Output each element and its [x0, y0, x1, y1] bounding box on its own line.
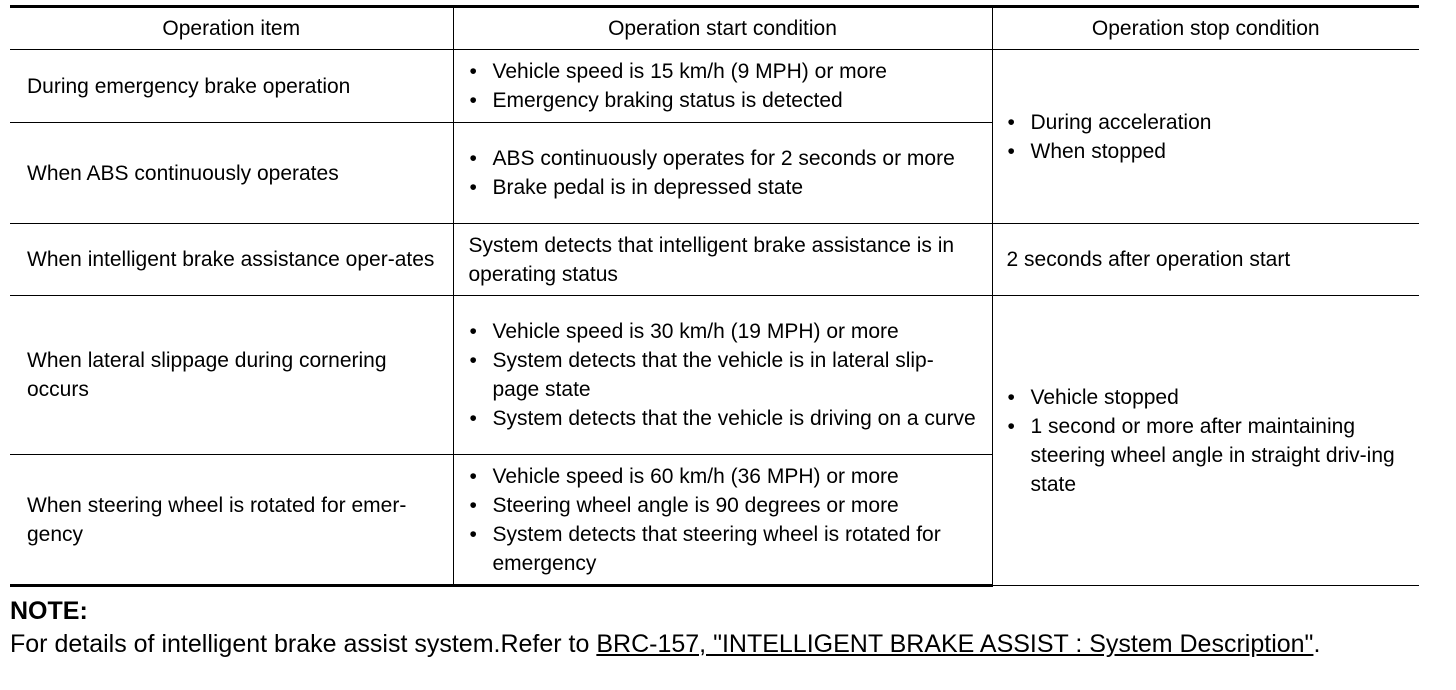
- stop-condition-cell: 2 seconds after operation start: [992, 224, 1419, 296]
- operation-item-cell: During emergency brake operation: [10, 50, 453, 123]
- list-item: • Vehicle speed is 60 km/h (36 MPH) or more: [469, 462, 980, 491]
- header-operation-start-condition: Operation start condition: [453, 7, 992, 50]
- stop-condition-cell: [992, 296, 1419, 586]
- header-operation-stop-condition: Operation stop condition: [992, 7, 1419, 50]
- list-item: • System detects that the vehicle is driving on a curve: [469, 404, 980, 433]
- list-item: • Steering wheel angle is 90 degrees or more: [469, 491, 980, 520]
- operation-item-cell: When ABS continuously operates: [10, 123, 453, 224]
- operation-conditions-table: [10, 5, 1419, 587]
- start-condition-cell: [453, 455, 992, 586]
- list-item: • ABS continuously operates for 2 seconds or more: [469, 144, 980, 173]
- table-row: [10, 224, 1419, 296]
- start-condition-cell: [453, 123, 992, 224]
- operation-item-cell: When intelligent brake assistance oper-ates: [10, 224, 453, 296]
- stop-condition-list: [1007, 383, 1410, 499]
- list-item: • Emergency braking status is detected: [469, 86, 980, 115]
- list-item: • System detects that steering wheel is rotated for emergency: [469, 520, 980, 578]
- start-condition-list: [469, 462, 980, 578]
- table-header-row: [10, 7, 1419, 50]
- list-item: • System detects that the vehicle is in lateral slip-page state: [469, 346, 980, 404]
- operation-item-cell: When lateral slippage during cornering occurs: [10, 296, 453, 455]
- list-item: • During acceleration: [1007, 108, 1410, 137]
- start-condition-cell: [453, 296, 992, 455]
- document: [10, 5, 1419, 661]
- note-text-before: For details of intelligent brake assist system.Refer to: [10, 630, 597, 658]
- stop-condition-cell: [992, 50, 1419, 224]
- list-item: • Brake pedal is in depressed state: [469, 173, 980, 202]
- operation-item-cell: When steering wheel is rotated for emer-gency: [10, 455, 453, 586]
- list-item: • Vehicle speed is 30 km/h (19 MPH) or more: [469, 317, 980, 346]
- note-text-after: .: [1313, 630, 1321, 658]
- table-row: [10, 296, 1419, 455]
- stop-condition-list: [1007, 108, 1410, 166]
- list-item: • Vehicle speed is 15 km/h (9 MPH) or more: [469, 57, 980, 86]
- start-condition-list: [469, 144, 980, 202]
- header-operation-item: Operation item: [10, 7, 453, 50]
- start-condition-cell: [453, 50, 992, 123]
- reference-link[interactable]: BRC-157, "INTELLIGENT BRAKE ASSIST : System Description": [596, 630, 1314, 658]
- table-row: [10, 50, 1419, 123]
- note-text: [10, 628, 1419, 661]
- start-condition-list: [469, 317, 980, 433]
- list-item: • Vehicle stopped: [1007, 383, 1410, 412]
- start-condition-list: [469, 57, 980, 115]
- note-title: NOTE:: [10, 597, 88, 625]
- note-section: [10, 595, 1419, 661]
- list-item: • 1 second or more after maintaining steering wheel angle in straight driv-ing state: [1007, 412, 1410, 499]
- list-item: • When stopped: [1007, 137, 1410, 166]
- start-condition-cell: System detects that intelligent brake assistance is in operating status: [453, 224, 992, 296]
